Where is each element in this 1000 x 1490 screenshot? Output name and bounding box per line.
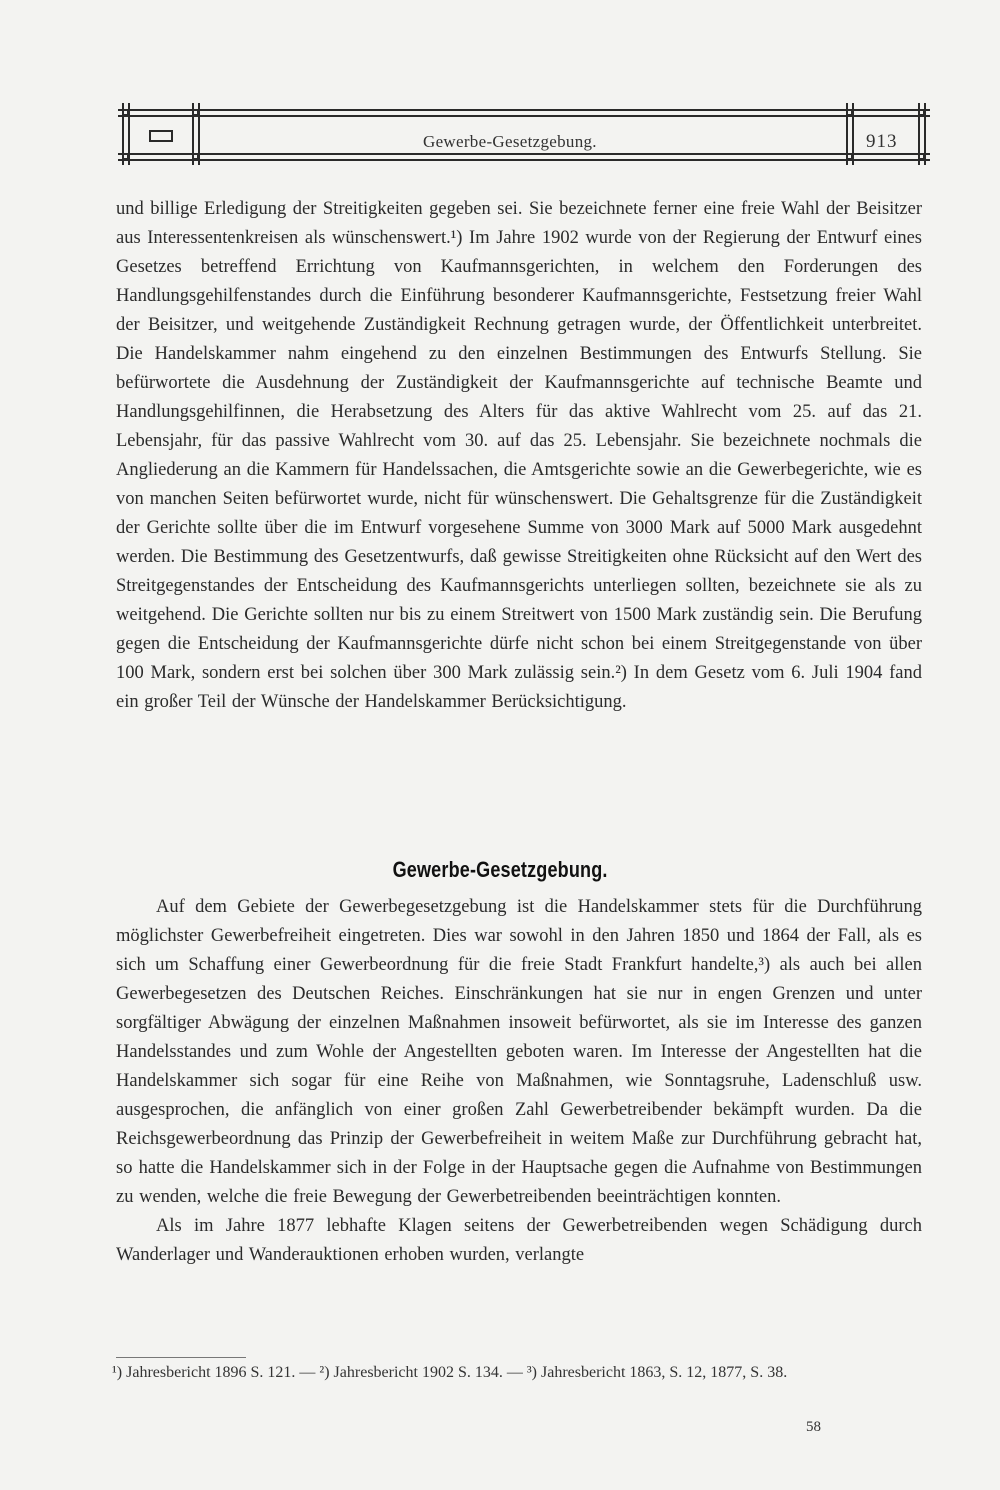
header-ornament [122,109,129,116]
signature-mark: 58 [806,1419,821,1435]
footnote-divider [116,1357,246,1358]
paragraph: Auf dem Gebiete der Gewerbegesetzgebung ist die Handelskammer stets für die Durchführung möglichster Gewerbefreiheit eingetreten. Dies war sowohl in den Jahren 1850 und 1864 der Fall, als es sich um Schaffung einer Gewerbeordnung für die freie Stadt Frankfurt handelte,³) als auch bei allen Gewerbegesetzen des Deutschen Reiches. Einschränkungen hat sie nur in engen Grenzen und unter sorgfältiger Abwägung der einzelnen Maßnahmen insoweit befürwortet, als sie im Interesse des ganzen Handelsstandes und zum Wohle der Angestellten geboten waren. Im Interesse der Angestellten hat die Handelskammer sich sogar für eine Reihe von Maßnahmen, wie Sonntagsruhe, Ladenschluß usw. ausgesprochen, die anfänglich von einer großen Zahl Gewerbetreibender bekämpft wurden. Da die Reichsgewerbeordnung das Prinzip der Gewerbefreiheit in weitem Maße zur Durchführung gebracht hat, so hatte die Handelskammer sich in der Folge in der Hauptsache gegen die Aufnahme von Bestimmungen zu wenden, welche die freie Bewegung der Gewerbetreibenden beeinträchtigen konnten. [116,897,922,1207]
running-title: Gewerbe-Gesetzgebung. [423,132,597,151]
header-rule [118,109,930,111]
body-text-top [116,195,922,717]
paragraph: Als im Jahre 1877 lebhafte Klagen seitens der Gewerbetreibenden wegen Schädigung durch Wanderlager und Wanderauktionen erhoben wurden, verlangte [116,1216,922,1265]
header-rule [118,115,930,117]
rectangle-ornament-icon [149,130,173,142]
section-title: Gewerbe-Gesetzgebung. [392,857,608,882]
body-text-section [116,893,922,1270]
header-ornament [122,153,129,160]
header-ornament [918,109,925,116]
paragraph: und billige Erledigung der Streitigkeiten gegeben sei. Sie bezeichnete ferner eine freie Wahl der Beisitzer aus Interessentenkreisen als wünschenswert.¹) Im Jahre 1902 wurde von der Regierung der Entwurf eines Gesetzes betreffend Errichtung von Kaufmannsgerichten, in welchem den Forderungen des Handlungsgehilfenstandes durch die Einführung besonderer Kaufmannsgerichte, Festsetzung freier Wahl der Beisitzer, und weitgehende Zuständigkeit Rechnung getragen wurde, der Öffentlichkeit unterbreitet. Die Handelskammer nahm eingehend zu den einzelnen Bestimmungen des Entwurfs Stellung. Sie befürwortete die Ausdehnung der Zuständigkeit der Kaufmannsgerichte auf technische Beamte und Handlungsgehilfinnen, die Herabsetzung des Alters für das aktive Wahlrecht vom 25. auf das 21. Lebensjahr, für das passive Wahlrecht vom 30. auf das 25. Lebensjahr. Sie bezeichnete nochmals die Angliederung an die Kammern für Handelssachen, die Amtsgerichte sowie an die Gewerbegerichte, wie es von manchen Seiten befürwortet wurde, nicht für wünschenswert. Die Gehaltsgrenze für die Zuständigkeit der Gerichte sollte über die im Entwurf vorgesehene Summe von 3000 Mark auf 5000 Mark ausgedehnt werden. Die Bestimmung des Gesetzentwurfs, daß gewisse Streitigkeiten ohne Rücksicht auf den Wert des Streitgegenstandes der Entscheidung des Kaufmannsgerichts unterliegen sollten, bezeichnete sie als zu weitgehend. Die Gerichte sollten nur bis zu einem Streitwert von 1500 Mark zuständig sein. Die Berufung gegen die Entscheidung der Kaufmannsgerichte dürfe nicht schon bei einem Streitgegenstande von über 100 Mark, sondern erst bei solchen über 300 Mark zulässig sein.²) In dem Gesetz vom 6. Juli 1904 fand ein großer Teil der Wünsche der Handelskammer Berücksichtigung. [116,199,922,712]
header-rule [118,159,930,161]
footnotes [112,1360,912,1385]
header-ornament [846,109,853,116]
header-ornament [918,153,925,160]
header-ornament [192,153,199,160]
running-header [118,103,930,165]
header-rule [118,153,930,155]
page-number: 913 [866,131,898,152]
footnote-text: ¹) Jahresbericht 1896 S. 121. — ²) Jahresbericht 1902 S. 134. — ³) Jahresbericht 1863, S. 12, 1877, S. 38. [112,1364,788,1381]
header-ornament [846,153,853,160]
section-heading [0,857,1000,883]
header-ornament [192,109,199,116]
